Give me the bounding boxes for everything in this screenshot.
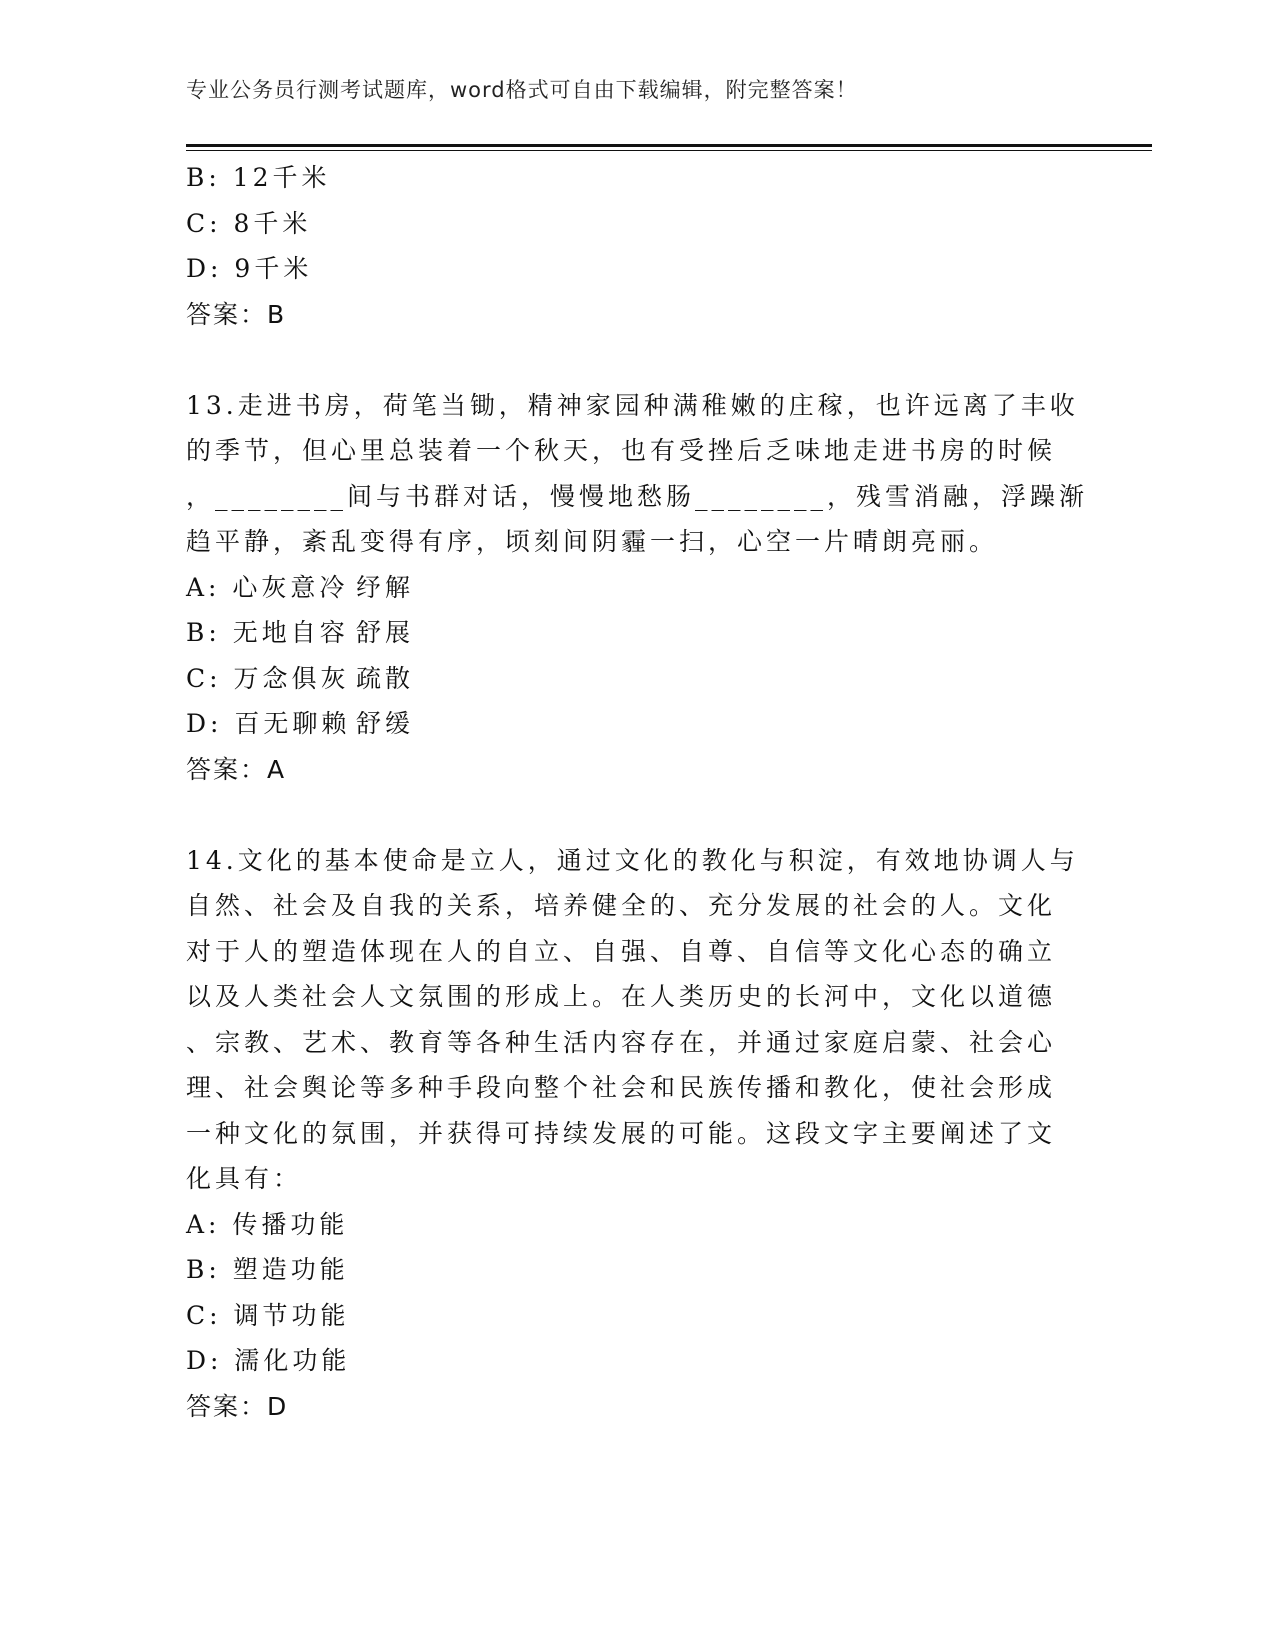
document-content [186, 155, 1089, 1429]
q13-option-d [186, 701, 1086, 747]
q14-text-line: 理、社会舆论等多种手段向整个社会和民族传播和教化，使社会形成 [186, 1073, 1057, 1102]
q13-answer: 答案：A [186, 754, 287, 784]
q14-text-line: 对于人的塑造体现在人的自立、自强、自尊、自信等文化心态的确立 [186, 936, 1057, 966]
q13-option-b-first: B: 无地自容 [186, 618, 349, 647]
q13-text-line: 的季节，但心里总装着一个秋天，也有受挫后乏味地走进书房的时候 [186, 436, 1057, 465]
q12-option-b: B: 12千米 [186, 163, 331, 192]
spacer [186, 792, 1086, 838]
q13-text-line: 趋平静，紊乱变得有序，顷刻间阴霾一扫，心空一片晴朗亮丽。 [186, 527, 999, 556]
q14-text-line: 、宗教、艺术、教育等各种生活内容存在，并通过家庭启蒙、社会心 [186, 1027, 1057, 1057]
page-header: 专业公务员行测考试题库，word格式可自由下载编辑，附完整答案！ [186, 78, 858, 102]
q14-text-line: 14.文化的基本使命是立人，通过文化的教化与积淀，有效地协调人与 [186, 845, 1079, 875]
q12-option-c: C: 8千米 [186, 208, 312, 238]
q13-option-c [186, 656, 1086, 702]
q13-text-line: ，________间与书群对话，慢慢地愁肠________，残雪消融，浮躁渐 [186, 481, 1089, 511]
q13-option-d-first: D: 百无聊赖 [186, 709, 351, 738]
q13-text-line: 13.走进书房，荷笔当锄，精神家园种满稚嫩的庄稼，也许远离了丰收 [186, 390, 1079, 420]
q13-option-c-second: 疏散 [356, 663, 415, 693]
header-rule-thick [186, 144, 1152, 147]
spacer [186, 337, 1086, 383]
q14-text-line: 自然、社会及自我的关系，培养健全的、充分发展的社会的人。文化 [186, 891, 1057, 920]
q14-text-line: 一种文化的氛围，并获得可持续发展的可能。这段文字主要阐述了文 [186, 1118, 1057, 1148]
q13-option-a-second: 纾解 [356, 572, 415, 602]
q14-option-a: A: 传播功能 [186, 1209, 349, 1239]
q14-answer: 答案：D [186, 1391, 289, 1421]
q14-option-b: B: 塑造功能 [186, 1255, 349, 1284]
q13-option-d-second: 舒缓 [356, 709, 415, 738]
q13-option-b [186, 610, 1086, 656]
q13-option-a-first: A: 心灰意冷 [186, 572, 349, 602]
q13-option-c-first: C: 万念俱灰 [186, 663, 350, 693]
q12-option-d: D: 9千米 [186, 254, 313, 283]
q14-text-line: 以及人类社会人文氛围的形成上。在人类历史的长河中，文化以道德 [186, 982, 1057, 1011]
q14-text-line: 化具有： [186, 1164, 303, 1193]
header-rule-thin [186, 150, 1152, 151]
q13-option-b-second: 舒展 [356, 618, 415, 647]
q13-option-a [186, 565, 1086, 611]
q14-option-c: C: 调节功能 [186, 1300, 350, 1330]
q12-answer: 答案：B [186, 299, 287, 329]
q14-option-d: D: 濡化功能 [186, 1346, 351, 1375]
